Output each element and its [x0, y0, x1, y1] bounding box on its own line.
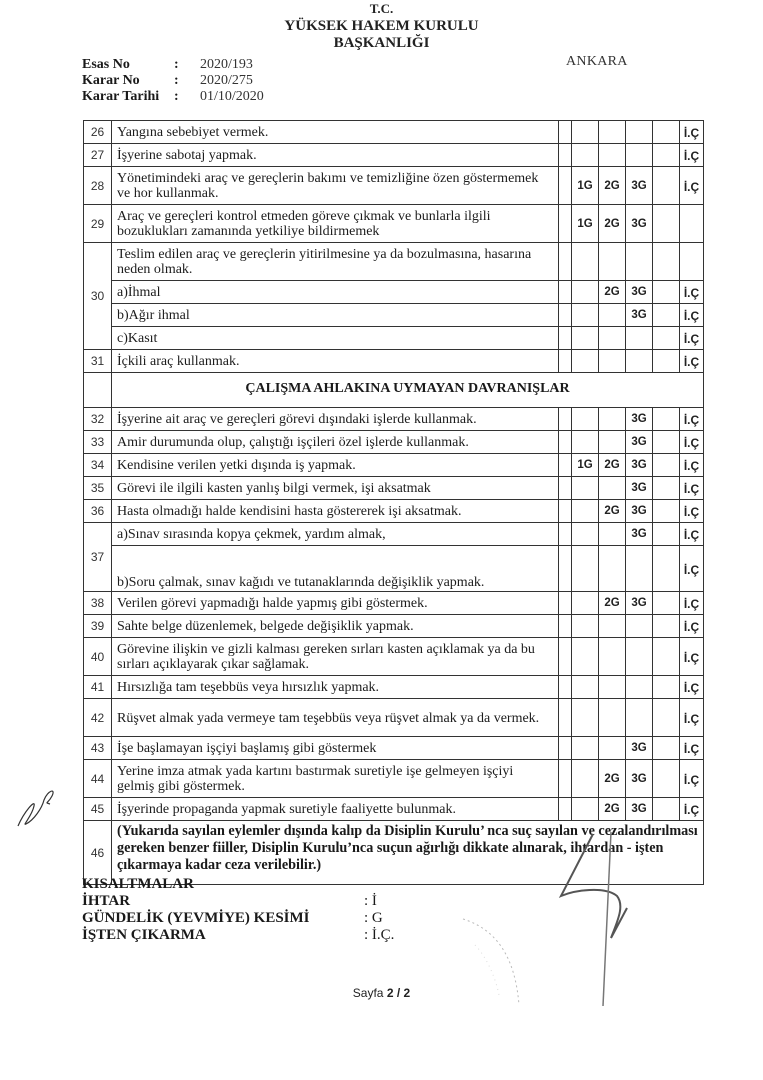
abbreviation-item	[82, 927, 394, 944]
penalty-cell-extra	[653, 546, 680, 592]
penalty-cell-3g: 3G	[626, 304, 653, 327]
meta-esas-no	[82, 57, 264, 73]
penalty-cell-dismissal: İ.Ç	[680, 144, 704, 167]
penalty-cell-2g	[599, 737, 626, 760]
penalty-cell-3g	[626, 699, 653, 737]
penalty-cell-extra	[653, 477, 680, 500]
penalty-cell-dismissal: İ.Ç	[680, 523, 704, 546]
penalty-cell-extra	[653, 431, 680, 454]
penalty-cell-3g	[626, 676, 653, 699]
penalty-cell-blank	[599, 243, 626, 281]
stamp-mark-icon	[455, 915, 575, 1015]
row-number: 32	[84, 408, 112, 431]
penalty-cell-blank	[559, 431, 572, 454]
row-description: Yerine imza atmak yada kartını bastırmak suretiyle işe gelmeyen işçiyi gelmiş gibi göstermek.	[112, 760, 559, 798]
penalty-cell-2g	[599, 350, 626, 373]
penalty-cell-blank	[559, 676, 572, 699]
penalty-cell-3g	[626, 615, 653, 638]
penalty-cell-dismissal: İ.Ç	[680, 798, 704, 821]
penalty-cell-dismissal: İ.Ç	[680, 281, 704, 304]
penalty-cell-1g	[572, 500, 599, 523]
penalty-cell-blank	[559, 121, 572, 144]
penalty-cell-dismissal: İ.Ç	[680, 500, 704, 523]
row-description: Teslim edilen araç ve gereçlerin yitirilmesine ya da bozulmasına, hasarına neden olmak.	[112, 243, 559, 281]
row-description: İşe başlamayan işçiyi başlamış gibi göstermek	[112, 737, 559, 760]
penalty-cell-2g: 2G	[599, 281, 626, 304]
meta-karar-no	[82, 73, 264, 89]
penalty-cell-blank	[559, 615, 572, 638]
table-row	[84, 408, 704, 431]
table-row	[84, 737, 704, 760]
penalty-cell-3g: 3G	[626, 477, 653, 500]
table-row	[84, 205, 704, 243]
subrow-description: a)Sınav sırasında kopya çekmek, yardım almak,	[112, 523, 559, 546]
table-row	[84, 500, 704, 523]
table-row	[84, 638, 704, 676]
penalty-cell-2g: 2G	[599, 760, 626, 798]
penalty-cell-1g	[572, 121, 599, 144]
meta-colon: :	[174, 73, 179, 88]
penalty-cell-dismissal: İ.Ç	[680, 546, 704, 592]
row-description: (Yukarıda sayılan eylemler dışında kalıp da Disiplin Kurulu’ nca suç sayılan ve cezalandırılması gereken benzer fiiller, Disiplin Kurulu’nca suçun ağırlığı dikkate alınarak, ihtardan - işten çıkarmaya kadar ceza verilebilir.)	[112, 821, 704, 885]
penalty-cell-blank	[559, 454, 572, 477]
penalty-cell-extra	[653, 304, 680, 327]
penalty-cell-dismissal	[680, 205, 704, 243]
penalty-cell-2g: 2G	[599, 167, 626, 205]
subrow-description: a)İhmal	[112, 281, 559, 304]
meta-label: Esas No	[82, 57, 130, 72]
row-description: Yönetimindeki araç ve gereçlerin bakımı ve temizliğine özen göstermemek ve hor kullanmak.	[112, 167, 559, 205]
row-number: 29	[84, 205, 112, 243]
penalty-cell-blank	[559, 523, 572, 546]
penalty-cell-1g	[572, 546, 599, 592]
penalty-cell-3g: 3G	[626, 431, 653, 454]
penalty-cell-blank	[559, 281, 572, 304]
penalty-cell-2g	[599, 546, 626, 592]
row-description: Verilen görevi yapmadığı halde yapmış gibi göstermek.	[112, 592, 559, 615]
penalty-cell-2g: 2G	[599, 798, 626, 821]
table-row	[84, 592, 704, 615]
penalty-cell-blank	[626, 243, 653, 281]
row-description: Hasta olmadığı halde kendisini hasta göstererek işi aksatmak.	[112, 500, 559, 523]
penalty-cell-dismissal: İ.Ç	[680, 592, 704, 615]
row-number: 27	[84, 144, 112, 167]
row-number: 36	[84, 500, 112, 523]
penalty-cell-1g	[572, 699, 599, 737]
penalty-cell-2g	[599, 477, 626, 500]
penalty-cell-blank	[559, 638, 572, 676]
table-row	[84, 699, 704, 737]
penalty-cell-3g	[626, 144, 653, 167]
section-heading: ÇALIŞMA AHLAKINA UYMAYAN DAVRANIŞLAR	[112, 373, 704, 408]
meta-value: 2020/275	[200, 73, 253, 88]
penalty-cell-1g	[572, 477, 599, 500]
penalty-cell-1g	[572, 304, 599, 327]
penalty-cell-3g	[626, 638, 653, 676]
row-description: Görevi ile ilgili kasten yanlış bilgi vermek, işi aksatmak	[112, 477, 559, 500]
table-row	[84, 167, 704, 205]
penalty-cell-extra	[653, 638, 680, 676]
penalty-cell-dismissal: İ.Ç	[680, 638, 704, 676]
penalty-cell-1g	[572, 615, 599, 638]
table-subrow	[84, 523, 704, 546]
penalty-cell-2g	[599, 144, 626, 167]
table-row	[84, 676, 704, 699]
penalty-cell-dismissal: İ.Ç	[680, 431, 704, 454]
table-row	[84, 821, 704, 885]
penalty-cell-blank	[559, 592, 572, 615]
penalty-cell-1g: 1G	[572, 167, 599, 205]
penalty-cell-extra	[653, 408, 680, 431]
penalty-cell-dismissal: İ.Ç	[680, 327, 704, 350]
row-description: Hırsızlığa tam teşebbüs veya hırsızlık yapmak.	[112, 676, 559, 699]
abbreviations	[82, 876, 394, 944]
penalty-cell-2g: 2G	[599, 454, 626, 477]
penalty-cell-3g	[626, 350, 653, 373]
penalty-cell-dismissal: İ.Ç	[680, 121, 704, 144]
penalty-cell-dismissal: İ.Ç	[680, 167, 704, 205]
penalty-cell-dismissal: İ.Ç	[680, 350, 704, 373]
penalty-cell-blank	[559, 699, 572, 737]
penalty-cell-dismissal: İ.Ç	[680, 408, 704, 431]
row-number: 42	[84, 699, 112, 737]
penalty-cell-3g: 3G	[626, 737, 653, 760]
meta-value: 01/10/2020	[200, 89, 264, 104]
penalty-cell-extra	[653, 500, 680, 523]
penalty-cell-3g: 3G	[626, 592, 653, 615]
penalty-cell-1g: 1G	[572, 205, 599, 243]
penalty-cell-dismissal: İ.Ç	[680, 477, 704, 500]
penalty-cell-1g	[572, 144, 599, 167]
penalty-cell-dismissal: İ.Ç	[680, 304, 704, 327]
row-number: 28	[84, 167, 112, 205]
row-number: 37	[84, 523, 112, 592]
penalty-cell-extra	[653, 523, 680, 546]
row-number: 31	[84, 350, 112, 373]
row-description: İşyerinde propaganda yapmak suretiyle faaliyette bulunmak.	[112, 798, 559, 821]
row-description: İçkili araç kullanmak.	[112, 350, 559, 373]
penalty-cell-2g	[599, 304, 626, 327]
subrow-description: b)Ağır ihmal	[112, 304, 559, 327]
table-row	[84, 350, 704, 373]
penalty-cell-3g: 3G	[626, 500, 653, 523]
row-description: Sahte belge düzenlemek, belgede değişiklik yapmak.	[112, 615, 559, 638]
penalty-cell-2g	[599, 699, 626, 737]
abbreviations-title: KISALTMALAR	[82, 876, 194, 892]
penalty-cell-1g	[572, 592, 599, 615]
penalty-cell-blank	[559, 760, 572, 798]
row-number: 43	[84, 737, 112, 760]
penalty-cell-2g: 2G	[599, 205, 626, 243]
meta-label: Karar Tarihi	[82, 89, 160, 104]
row-number: 30	[84, 243, 112, 350]
row-number: 33	[84, 431, 112, 454]
table-row	[84, 477, 704, 500]
penalty-cell-extra	[653, 737, 680, 760]
penalty-cell-dismissal: İ.Ç	[680, 760, 704, 798]
table-row	[84, 454, 704, 477]
penalty-cell-1g	[572, 523, 599, 546]
penalty-cell-1g	[572, 737, 599, 760]
penalty-cell-extra	[653, 205, 680, 243]
penalty-cell-dismissal: İ.Ç	[680, 615, 704, 638]
penalty-cell-3g: 3G	[626, 205, 653, 243]
subrow-description: b)Soru çalmak, sınav kağıdı ve tutanaklarında değişiklik yapmak.	[112, 546, 559, 592]
row-description: Yangına sebebiyet vermek.	[112, 121, 559, 144]
penalty-cell-blank	[559, 500, 572, 523]
table-row	[84, 615, 704, 638]
penalty-cell-extra	[653, 454, 680, 477]
section-number-blank	[84, 373, 112, 408]
section-row	[84, 373, 704, 408]
row-number: 40	[84, 638, 112, 676]
penalty-cell-3g: 3G	[626, 454, 653, 477]
penalty-cell-extra	[653, 281, 680, 304]
penalty-cell-3g: 3G	[626, 408, 653, 431]
table-subrow	[84, 327, 704, 350]
page-number	[0, 986, 763, 1000]
penalty-cell-2g	[599, 615, 626, 638]
penalty-cell-3g	[626, 121, 653, 144]
penalty-cell-2g	[599, 523, 626, 546]
row-number: 44	[84, 760, 112, 798]
penalty-cell-3g: 3G	[626, 281, 653, 304]
table-subrow	[84, 304, 704, 327]
row-number: 26	[84, 121, 112, 144]
penalty-cell-3g	[626, 327, 653, 350]
penalty-cell-2g: 2G	[599, 592, 626, 615]
row-number: 45	[84, 798, 112, 821]
penalty-cell-1g	[572, 760, 599, 798]
penalty-cell-blank	[680, 243, 704, 281]
header-tc: T.C.	[369, 1, 394, 16]
penalty-cell-blank	[559, 737, 572, 760]
penalty-cell-1g	[572, 408, 599, 431]
row-number: 35	[84, 477, 112, 500]
penalty-cell-blank	[559, 408, 572, 431]
penalty-cell-2g	[599, 676, 626, 699]
table-row	[84, 144, 704, 167]
penalty-cell-2g	[599, 408, 626, 431]
penalty-cell-1g	[572, 798, 599, 821]
signature-initials-icon	[14, 782, 64, 832]
table-row	[84, 760, 704, 798]
penalty-cell-blank	[559, 546, 572, 592]
penalty-cell-1g	[572, 431, 599, 454]
penalty-cell-blank	[559, 205, 572, 243]
penalty-cell-3g	[626, 546, 653, 592]
abbreviation-value: : İ.Ç.	[364, 927, 395, 943]
penalty-cell-1g	[572, 638, 599, 676]
penalty-cell-blank	[559, 304, 572, 327]
penalty-cell-3g: 3G	[626, 798, 653, 821]
penalty-cell-2g	[599, 638, 626, 676]
row-number: 46	[84, 821, 112, 885]
table-row	[84, 121, 704, 144]
penalty-cell-dismissal: İ.Ç	[680, 454, 704, 477]
penalty-cell-extra	[653, 167, 680, 205]
header-city: ANKARA	[566, 54, 628, 69]
abbreviation-label: İHTAR	[82, 893, 131, 909]
row-description: Görevine ilişkin ve gizli kalması gereken sırları kasten açıklamak ya da bu sırları açıklayarak çıkar sağlamak.	[112, 638, 559, 676]
penalty-cell-blank	[559, 350, 572, 373]
table-row	[84, 431, 704, 454]
row-number: 41	[84, 676, 112, 699]
penalty-cell-blank	[559, 243, 572, 281]
penalty-cell-1g	[572, 327, 599, 350]
penalty-cell-extra	[653, 327, 680, 350]
penalty-cell-2g	[599, 121, 626, 144]
table-subrow	[84, 281, 704, 304]
penalty-cell-extra	[653, 798, 680, 821]
row-number: 39	[84, 615, 112, 638]
penalty-cell-blank	[559, 167, 572, 205]
penalty-cell-extra	[653, 350, 680, 373]
row-description: İşyerine sabotaj yapmak.	[112, 144, 559, 167]
penalty-cell-1g	[572, 676, 599, 699]
penalty-cell-3g: 3G	[626, 167, 653, 205]
penalty-cell-dismissal: İ.Ç	[680, 737, 704, 760]
penalty-cell-extra	[653, 676, 680, 699]
header-department: BAŞKANLIĞI	[333, 35, 430, 51]
row-description: Araç ve gereçleri kontrol etmeden göreve çıkmak ve bunlarla ilgili bozuklukları zamanında yetkiliye bildirmemek	[112, 205, 559, 243]
meta-value: 2020/193	[200, 57, 253, 72]
case-meta	[82, 57, 264, 105]
row-description: Amir durumunda olup, çalıştığı işçileri özel işlerde kullanmak.	[112, 431, 559, 454]
row-number: 34	[84, 454, 112, 477]
meta-karar-tarihi	[82, 89, 264, 105]
page-number-prefix: Sayfa	[352, 986, 387, 1000]
meta-colon: :	[174, 89, 179, 104]
subrow-description: c)Kasıt	[112, 327, 559, 350]
penalty-cell-extra	[653, 760, 680, 798]
penalty-cell-extra	[653, 615, 680, 638]
penalty-cell-extra	[653, 592, 680, 615]
header-organization: YÜKSEK HAKEM KURULU	[284, 18, 479, 34]
penalty-cell-1g	[572, 350, 599, 373]
penalty-cell-dismissal: İ.Ç	[680, 676, 704, 699]
penalty-cell-1g	[572, 281, 599, 304]
penalty-cell-1g: 1G	[572, 454, 599, 477]
abbreviation-value: : G	[364, 910, 383, 926]
meta-colon: :	[174, 57, 179, 72]
penalty-cell-2g	[599, 327, 626, 350]
table-row	[84, 243, 704, 281]
abbreviation-label: GÜNDELİK (YEVMİYE) KESİMİ	[82, 910, 310, 926]
penalty-cell-2g	[599, 431, 626, 454]
row-number: 38	[84, 592, 112, 615]
penalty-cell-extra	[653, 699, 680, 737]
discipline-rules-table	[83, 120, 704, 885]
penalty-cell-dismissal: İ.Ç	[680, 699, 704, 737]
abbreviation-item	[82, 893, 394, 910]
penalty-cell-3g: 3G	[626, 760, 653, 798]
penalty-cell-blank	[559, 477, 572, 500]
penalty-cell-blank	[559, 798, 572, 821]
penalty-cell-blank	[559, 144, 572, 167]
row-description: Rüşvet almak yada vermeye tam teşebbüs veya rüşvet almak ya da vermek.	[112, 699, 559, 737]
row-description: Kendisine verilen yetki dışında iş yapmak.	[112, 454, 559, 477]
penalty-cell-3g: 3G	[626, 523, 653, 546]
page-number-value: 2 / 2	[386, 986, 411, 1000]
meta-label: Karar No	[82, 73, 140, 88]
penalty-cell-blank	[572, 243, 599, 281]
row-description: İşyerine ait araç ve gereçleri görevi dışındaki işlerde kullanmak.	[112, 408, 559, 431]
abbreviation-item	[82, 910, 394, 927]
abbreviation-label: İŞTEN ÇIKARMA	[82, 927, 206, 943]
penalty-cell-extra	[653, 144, 680, 167]
table-subrow	[84, 546, 704, 592]
penalty-cell-extra	[653, 121, 680, 144]
penalty-cell-2g: 2G	[599, 500, 626, 523]
abbreviation-value: : İ	[364, 893, 377, 909]
table-row	[84, 798, 704, 821]
penalty-cell-blank	[653, 243, 680, 281]
penalty-cell-blank	[559, 327, 572, 350]
